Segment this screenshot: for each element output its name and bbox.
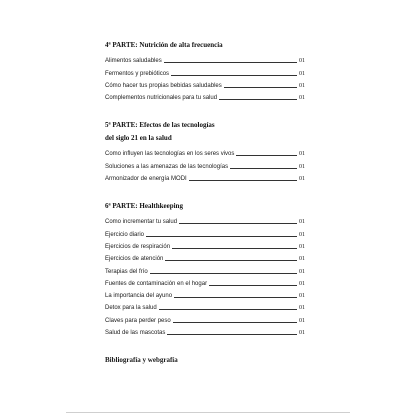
- toc-entry-label: La importancia del ayuno: [105, 293, 173, 300]
- toc-entry-page: 01: [299, 305, 305, 312]
- toc-entry-label: Terapias del frío: [105, 268, 148, 275]
- toc-entry-page: 01: [299, 256, 305, 263]
- toc-entry[interactable]: [105, 239, 305, 251]
- toc-entry[interactable]: [105, 90, 305, 102]
- bibliography-heading[interactable]: Bibliografía y webgrafía: [105, 356, 178, 365]
- dot-leader: [159, 309, 297, 310]
- toc-entry-label: Claves para perder peso: [105, 317, 171, 324]
- toc-entry-label: Alimentos saludables: [105, 58, 162, 65]
- toc-entry-label: Como incrementar tu salud: [105, 219, 178, 226]
- toc-entry-page: 01: [299, 330, 305, 337]
- toc-entry-label: Ejercicio diario: [105, 231, 145, 238]
- dot-leader: [174, 297, 297, 298]
- toc-entry-page: 01: [299, 317, 305, 324]
- toc-entry-label: Fermentos y prebióticos: [105, 70, 170, 77]
- toc-entry-label: Armonizador de energía MODI: [105, 176, 187, 183]
- toc-entry-label: Fuentes de contaminación en el hogar: [105, 280, 208, 287]
- table-of-contents: [105, 40, 305, 365]
- toc-entry-page: 01: [299, 58, 305, 65]
- dot-leader: [167, 334, 297, 335]
- toc-entry[interactable]: [105, 263, 305, 275]
- toc-section-part-5: [105, 120, 305, 183]
- toc-entry-page: 01: [299, 243, 305, 250]
- toc-entry[interactable]: [105, 171, 305, 183]
- dot-leader: [171, 75, 297, 76]
- toc-entry[interactable]: [105, 158, 305, 170]
- toc-entry-page: 01: [299, 231, 305, 238]
- dot-leader: [179, 223, 297, 224]
- toc-entry-page: 01: [299, 151, 305, 158]
- toc-entry[interactable]: [105, 251, 305, 263]
- toc-entry[interactable]: [105, 325, 305, 337]
- toc-entry-page: 01: [299, 219, 305, 226]
- section-title-line-1: 5ª PARTE: Efectos de las tecnologías: [105, 121, 215, 130]
- toc-entry-label: Cómo hacer tus propias bebidas saludables: [105, 82, 222, 89]
- toc-entry[interactable]: [105, 226, 305, 238]
- section-title: 6ª PARTE: Healthkeeping: [105, 202, 183, 211]
- dot-leader: [164, 62, 297, 63]
- toc-entry[interactable]: [105, 300, 305, 312]
- dot-leader: [224, 87, 297, 88]
- toc-entry-label: Como influyen las tecnologías en los seres vivos: [105, 151, 235, 158]
- toc-entry[interactable]: [105, 53, 305, 65]
- dot-leader: [146, 236, 297, 237]
- toc-entry-label: Complementos nutricionales para tu salud: [105, 95, 218, 102]
- toc-entry-page: 01: [299, 82, 305, 89]
- toc-entry[interactable]: [105, 146, 305, 158]
- toc-section-part-4: [105, 40, 305, 102]
- toc-entry-label: Ejercicios de respiración: [105, 243, 171, 250]
- toc-entry-page: 01: [299, 293, 305, 300]
- toc-entry-page: 01: [299, 95, 305, 102]
- toc-entry-page: 01: [299, 163, 305, 170]
- dot-leader: [219, 99, 297, 100]
- toc-entry[interactable]: [105, 288, 305, 300]
- dot-leader: [189, 180, 297, 181]
- dot-leader: [173, 322, 297, 323]
- page-bottom-rule: [66, 412, 350, 413]
- dot-leader: [209, 285, 297, 286]
- dot-leader: [236, 155, 297, 156]
- toc-entry-page: 01: [299, 176, 305, 183]
- toc-entry-label: Ejercicios de atención: [105, 256, 164, 263]
- toc-entry[interactable]: [105, 78, 305, 90]
- toc-entry-page: 01: [299, 268, 305, 275]
- toc-entry-label: Soluciones a las amenazas de las tecnologías: [105, 163, 229, 170]
- toc-section-part-6: [105, 201, 305, 337]
- toc-entry-label: Detox para la salud: [105, 305, 157, 312]
- toc-entry-page: 01: [299, 280, 305, 287]
- section-title: 4ª PARTE: Nutrición de alta frecuencia: [105, 41, 223, 49]
- toc-entry-page: 01: [299, 70, 305, 77]
- dot-leader: [150, 273, 297, 274]
- dot-leader: [165, 260, 297, 261]
- toc-entry[interactable]: [105, 312, 305, 324]
- dot-leader: [172, 248, 297, 249]
- toc-entry[interactable]: [105, 214, 305, 226]
- toc-entry[interactable]: [105, 65, 305, 77]
- toc-entry[interactable]: [105, 276, 305, 288]
- toc-entry-label: Salud de las mascotas: [105, 330, 166, 337]
- dot-leader: [230, 168, 297, 169]
- section-title-line-2: del siglo 21 en la salud: [105, 134, 172, 143]
